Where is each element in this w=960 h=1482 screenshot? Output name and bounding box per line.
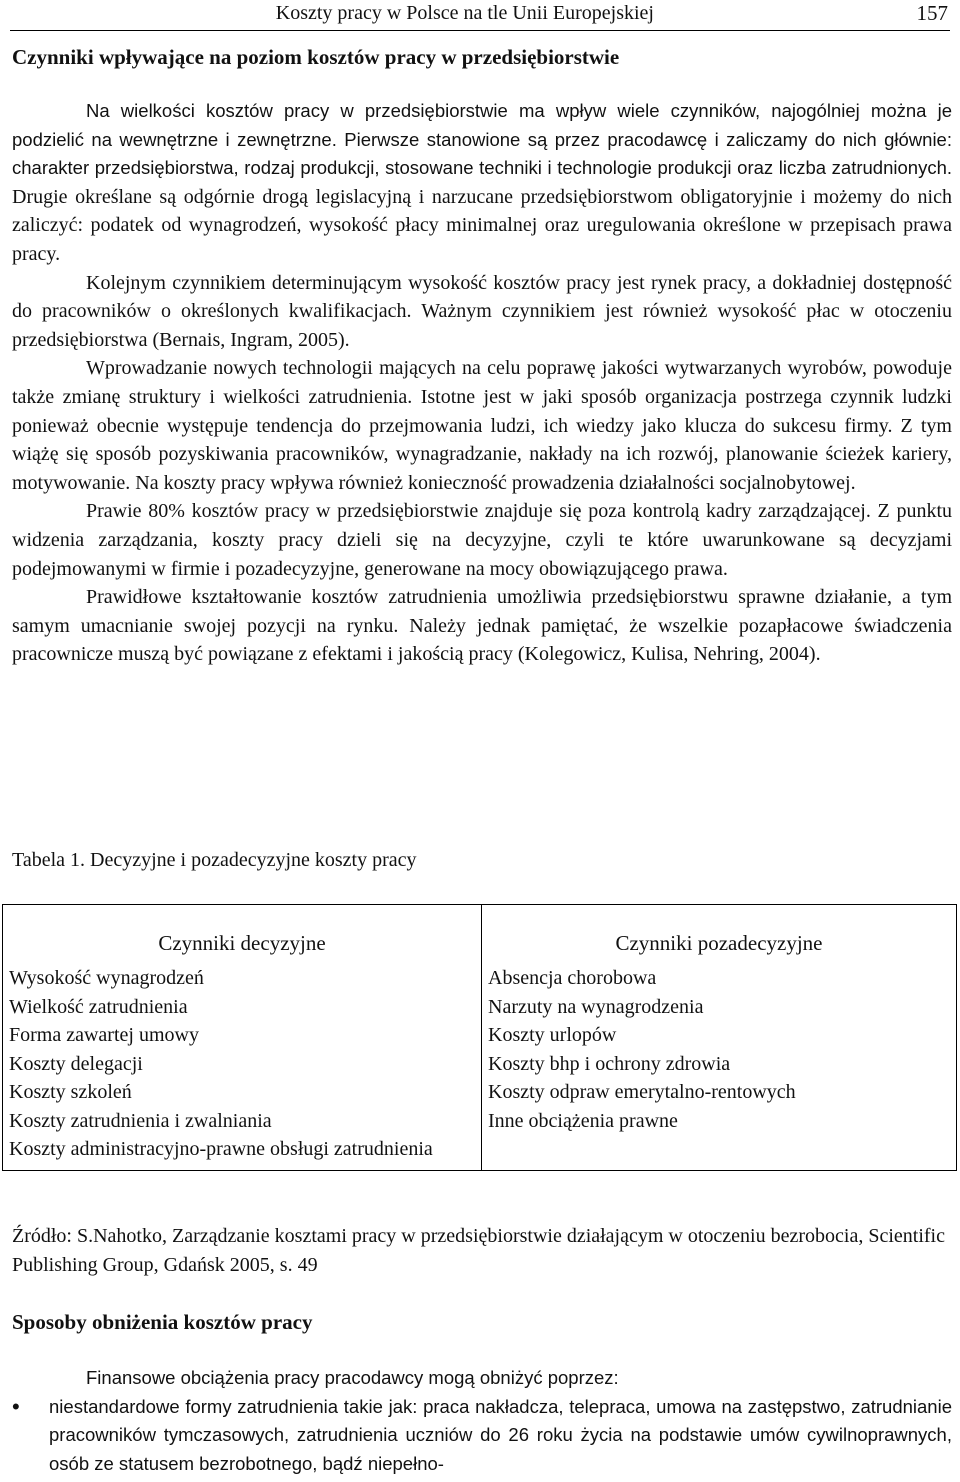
section-heading-factors: Czynniki wpływające na poziom kosztów pracy w przedsiębiorstwie (12, 45, 620, 69)
paragraph-4: Prawie 80% kosztów pracy w przedsiębiorstwie znajduje się poza kontrolą kadry zarządzającej. Z punktu widzenia zarządzania, koszty pracy dzieli się na decyzyjne, czyli te które uwarunkowane są decyzjami podejmowanymi w firmie i pozadecyzyjne, generowane na mocy obowiązującego prawa. (12, 500, 952, 580)
paragraph-2: Kolejnym czynnikiem determinującym wysokość kosztów pracy jest rynek pracy, a dokładniej dostępność do pracowników o określonych kwalifikacjach. Ważnym czynnikiem jest również wysokość płac w otoczeniu przedsiębiorstwa (Bernais, Ingram, 2005). (12, 271, 952, 351)
table-header-nondecision: Czynniki pozadecyzyjne (482, 905, 957, 965)
list-item: Koszty zatrudnienia i zwalniania (9, 1109, 272, 1132)
paragraph-3: Wprowadzanie nowych technologii mających na celu poprawę jakości wytwarzanych wyrobów, powoduje także zmianę struktury i wielkości zatrudnienia. Istotne jest w jaki sposób organizacja postrzega czynnik ludzki ponieważ obecnie występuje tendencja do przejmowania ludzi, ich wiedzy jako klucza do sukcesu firmy. Z tym wiążę się sposób pozyskiwania pracowników, wynagradzanie, nakłady na ich rozwój, planowanie ścieżek kariery, motywowanie. Na koszty pracy wpływa również konieczność prowadzenia działalności socjalnobytowej. (12, 357, 952, 494)
list-item: Koszty szkoleń (9, 1081, 132, 1103)
paragraph-1-part-a: Na wielkości kosztów pracy w przedsiębiorstwie ma wpływ wiele czynników, najogólniej można je podzielić na wewnętrzne i zewnętrzne. Pierwsze stanowione są przez pracodawcę i zaliczamy do nich głównie: charakter przedsiębiorstwa, rodzaj produkcji, stosowane techniki i technologie produkcji oraz liczba zatrudnionych. (12, 100, 952, 179)
list-item: Koszty administracyjno-prawne obsługi zatrudnienia (9, 1138, 433, 1160)
bullet-icon: • (12, 1393, 20, 1419)
table-header-row (3, 905, 957, 965)
bullet-text: niestandardowe formy zatrudnienia takie jak: praca nakładcza, telepraca, umowa na zastępstwo, zatrudnianie pracowników tymczasowych, zatrudnienia uczniów do 26 roku życia na podstawie umów cywilnoprawnych, osób ze statusem bezrobotnego, bądź niepełno- (49, 1395, 952, 1474)
paragraph-1 (12, 97, 952, 269)
running-title: Koszty pracy w Polsce na tle Unii Europejskiej (275, 2, 654, 24)
section-heading-1-block (12, 43, 952, 71)
list-item: Forma zawartej umowy (9, 1024, 199, 1046)
page-number: 157 (916, 1, 948, 25)
list-item: Koszty urlopów (488, 1024, 617, 1046)
table-source: Źródło: S.Nahotko, Zarządzanie kosztami pracy w przedsiębiorstwie działającym w otoczeniu bezrobocia, Scientific Publishing Group, Gdańsk 2005, s. 49 (12, 1225, 945, 1276)
table-caption: Tabela 1. Decyzyjne i pozadecyzyjne koszty pracy (12, 849, 417, 871)
list-item: Koszty bhp i ochrony zdrowia (488, 1052, 731, 1075)
table-row (3, 964, 957, 1170)
section-heading-2-block (12, 1308, 952, 1336)
list-item: Inne obciążenia prawne (488, 1109, 678, 1132)
table-cell-nondecision (482, 964, 957, 1170)
paragraph-1-part-b: Drugie określane są odgórnie drogą legislacyjną i narzucane przedsiębiorstwom obligatoryjnie i możemy do nich zaliczyć: podatek od wynagrodzeń, wysokość płacy minimalnej oraz uregulowania określone w przepisach prawa pracy. (12, 185, 952, 265)
paragraph-intro: Finansowe obciążenia pracy pracodawcy mogą obniżyć poprzez: (86, 1367, 619, 1388)
table-header-decision: Czynniki decyzyjne (3, 905, 482, 965)
paragraph-5: Prawidłowe kształtowanie kosztów zatrudnienia umożliwia przedsiębiorstwu sprawne działanie, a tym samym umacnianie swojej pozycji na rynku. Należy jednak pamiętać, że wszelkie pozapłacowe świadczenia pracownicze muszą być powiązane z efektami i jakością pracy (Kolegowicz, Kulisa, Nehring, 2004). (12, 586, 952, 666)
list-item: Absencja chorobowa (488, 967, 657, 989)
list-item: Wysokość wynagrodzeń (9, 967, 204, 989)
list-item (12, 1393, 952, 1479)
list-item: Koszty odpraw emerytalno-rentowych (488, 1081, 796, 1103)
costs-table (2, 904, 957, 1171)
running-header (10, 0, 950, 31)
body-text-1 (12, 97, 952, 669)
table-source-block (12, 1222, 952, 1279)
table-cell-decision (3, 964, 482, 1170)
section-heading-reduction: Sposoby obniżenia kosztów pracy (12, 1310, 313, 1334)
list-item: Wielkość zatrudnienia (9, 995, 188, 1018)
list-item: Narzuty na wynagrodzenia (488, 995, 704, 1018)
table-caption-block (12, 846, 952, 874)
body-text-2 (12, 1364, 952, 1478)
list-item: Koszty delegacji (9, 1052, 143, 1075)
